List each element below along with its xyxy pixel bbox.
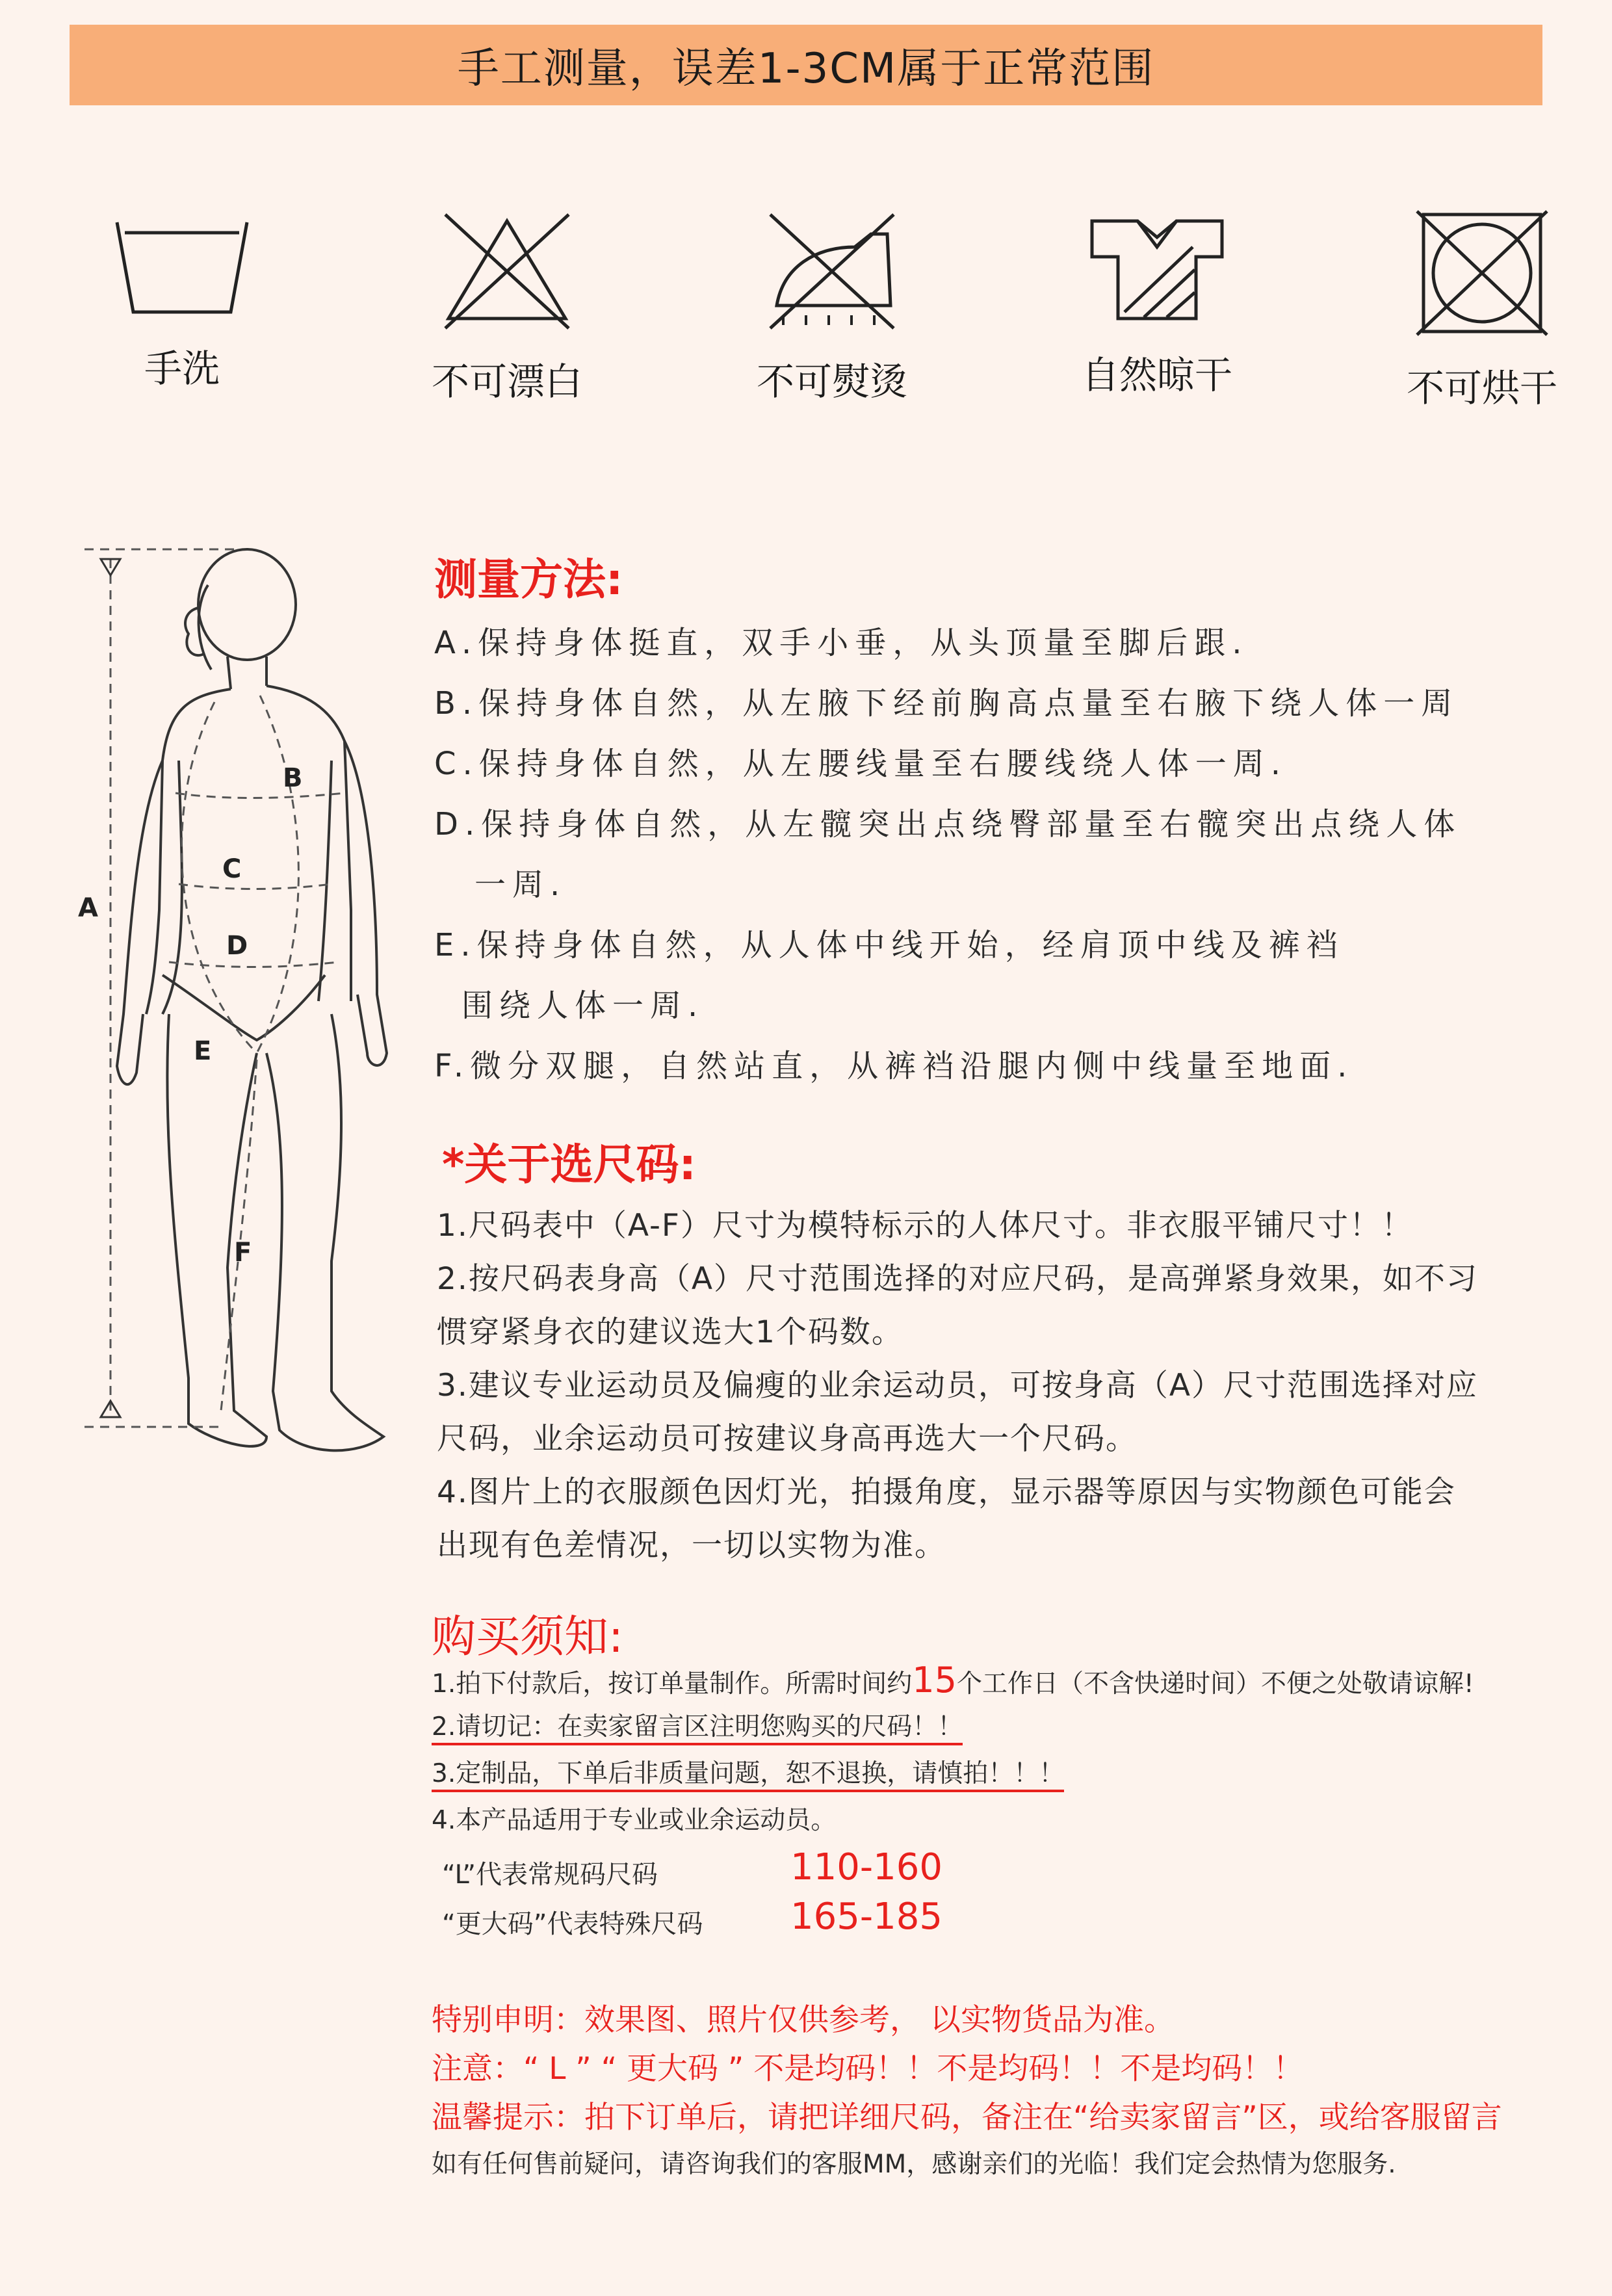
hand-wash-icon — [110, 208, 254, 319]
care-item-no-tumble-dry — [1378, 208, 1586, 412]
purchase-line-3-text: 3.定制品，下单后非质量问题，恕不退换，请慎拍！！！ — [432, 1759, 1064, 1792]
purchase-line-4: 4.本产品适用于专业或业余运动员。 — [432, 1806, 837, 1835]
purchase-line-3 — [432, 1753, 1064, 1790]
sizing-title: *关于选尺码: — [442, 1140, 696, 1190]
size-range-regular: 110-160 — [790, 1846, 942, 1888]
line-dry-icon — [1086, 208, 1228, 325]
sizing-line: 1.尺码表中（A-F）尺寸为模特标示的人体尺寸。非衣服平铺尺寸！！ — [437, 1208, 1413, 1244]
sizing-line: 3.建议专业运动员及偏瘦的业余运动员，可按身高（A）尺寸范围选择对应 — [437, 1368, 1478, 1403]
measure-line: E.保持身体自然，从人体中线开始，经肩顶中线及裤裆 — [434, 927, 1344, 963]
purchase-line-1-text-b: 个工作日（不含快递时间）不便之处敬请谅解! — [956, 1669, 1474, 1699]
attention-note: 注意：“ L ” “ 更大码 ” 不是均码！！不是均码！！不是均码！！ — [432, 2051, 1304, 2087]
warm-tip: 温馨提示：拍下订单后，请把详细尺码，备注在“给卖家留言”区，或给客服留言 — [432, 2100, 1502, 2135]
no-tumble-dry-icon — [1410, 208, 1554, 338]
header-banner: 手工测量，误差1-3CM属于正常范围 — [70, 25, 1542, 105]
purchase-line-2-text: 2.请切记：在卖家留言区注明您购买的尺码！！ — [432, 1712, 963, 1745]
size-label-large: “更大码”代表特殊尺码 — [442, 1909, 703, 1939]
care-label: 不可熨烫 — [756, 359, 907, 404]
sizing-line: 4.图片上的衣服颜色因灯光，拍摄角度，显示器等原因与实物颜色可能会 — [437, 1474, 1456, 1510]
care-item-line-dry — [1053, 208, 1261, 399]
special-statement: 特别申明：效果图、照片仅供参考， 以实物货品为准。 — [432, 2002, 1175, 2038]
body-measurement-figure — [72, 546, 410, 1469]
no-bleach-icon — [436, 208, 578, 332]
sizing-line: 惯穿紧身衣的建议选大1个码数。 — [437, 1314, 904, 1350]
sizing-line: 2.按尺码表身高（A）尺寸范围选择的对应尺码，是高弹紧身效果，如不习 — [437, 1261, 1478, 1297]
production-days: 15 — [912, 1660, 957, 1701]
measure-line: F.微分双腿，自然站直，从裤裆沿腿内侧中线量至地面. — [434, 1048, 1354, 1084]
measure-title: 测量方法: — [434, 554, 623, 605]
care-item-hand-wash — [78, 208, 286, 393]
measure-line: 围绕人体一周. — [462, 987, 705, 1024]
measure-line: A.保持身体挺直，双手小垂，从头顶量至脚后跟. — [434, 625, 1249, 661]
size-range-large: 165-185 — [790, 1896, 942, 1938]
measure-line: B.保持身体自然，从左腋下经前胸高点量至右腋下绕人体一周 — [434, 685, 1459, 722]
purchase-line-1 — [432, 1660, 1474, 1701]
care-label: 手洗 — [144, 346, 220, 391]
purchase-line-2 — [432, 1706, 963, 1743]
label-b: B — [283, 763, 303, 793]
care-item-no-bleach — [403, 208, 611, 406]
measure-line: D.保持身体自然，从左髋突出点绕臀部量至右髋突出点绕人体 — [434, 806, 1462, 842]
purchase-title: 购买须知: — [432, 1611, 623, 1663]
label-a: A — [78, 893, 98, 923]
no-iron-icon — [757, 208, 907, 332]
care-label: 自然晾干 — [1081, 353, 1232, 397]
label-d: D — [226, 931, 248, 961]
service-note: 如有任何售前疑问，请咨询我们的客服MM，感谢亲们的光临！我们定会热情为您服务. — [432, 2150, 1396, 2179]
measure-line: 一周. — [474, 867, 567, 903]
care-item-no-iron — [728, 208, 936, 406]
sizing-line: 尺码，业余运动员可按建议身高再选大一个尺码。 — [437, 1421, 1138, 1457]
size-label-regular: “L”代表常规码尺码 — [442, 1860, 658, 1890]
measure-line: C.保持身体自然，从左腰线量至右腰线绕人体一周. — [434, 746, 1288, 782]
purchase-line-1-text: 1.拍下付款后，按订单量制作。所需时间约 — [432, 1669, 913, 1699]
care-label: 不可漂白 — [431, 359, 582, 404]
label-f: F — [234, 1238, 252, 1268]
sizing-line: 出现有色差情况，一切以实物为准。 — [437, 1528, 946, 1563]
label-e: E — [194, 1036, 212, 1066]
label-c: C — [222, 854, 242, 884]
care-label: 不可烘干 — [1406, 366, 1557, 410]
